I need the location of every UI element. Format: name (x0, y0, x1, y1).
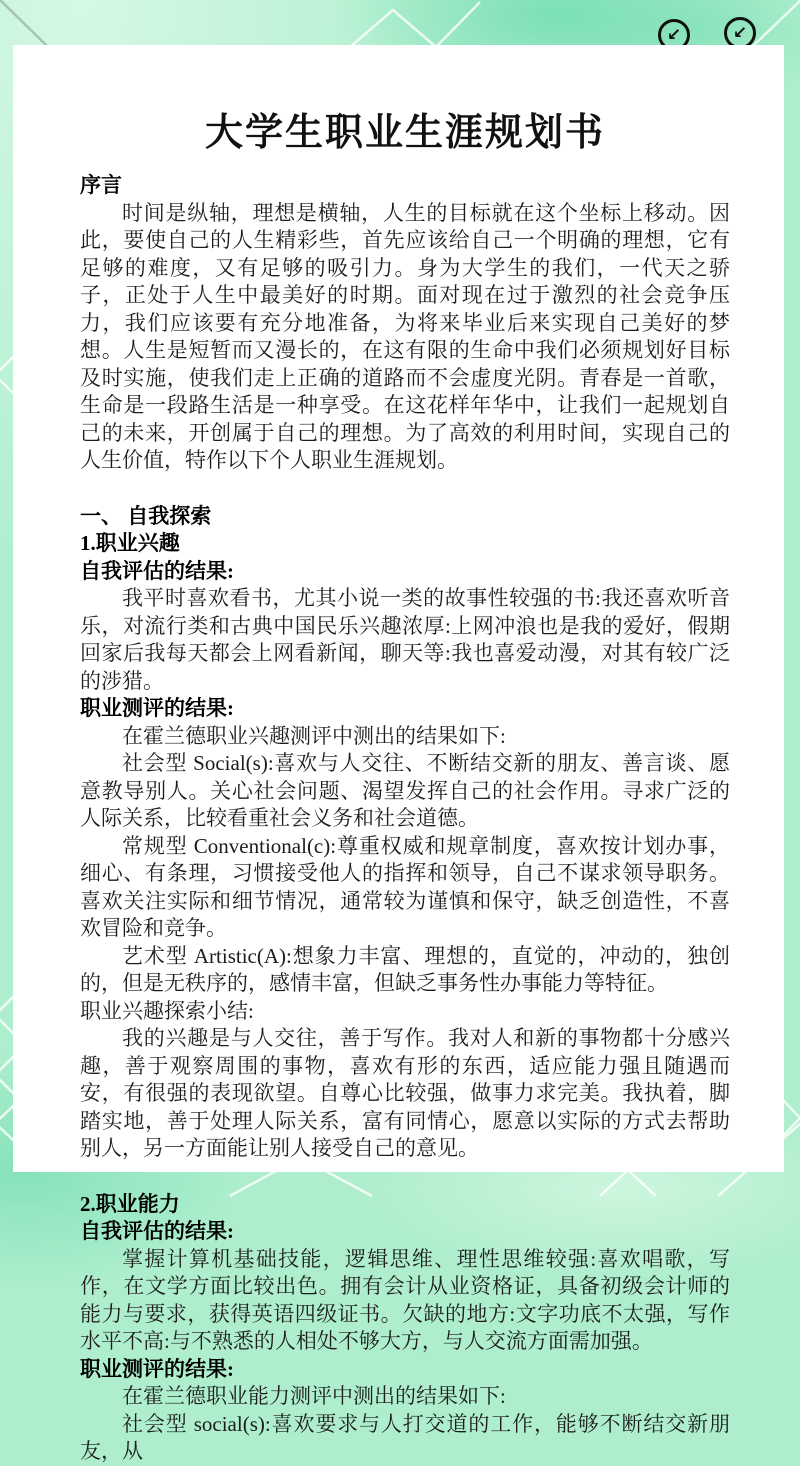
label-test-result: 职业测评的结果: (80, 696, 234, 720)
arrow-glyph: ↙ (732, 23, 748, 43)
document-title: 大学生职业生涯规划书 (204, 112, 605, 154)
paragraph-social-type-ability: 社会型 social(s):喜欢要求与人打交道的工作，能够不断结交新朋友，从 (80, 1411, 730, 1463)
label-test-result-2: 职业测评的结果: (80, 1356, 234, 1381)
paragraph-interest-summary: 我的兴趣是与人交往，善于写作。我对人和新的事物都十分感兴趣，善于观察周围的事物，喜欢有形的东西，适应能力强且随遇而安，有很强的表现欲望。自尊心比较强，做事力求完美。我执着，脚踏实地，善于处理人际关系，富有同情心，愿意以实际的方式去帮助别人，另一方面能让别人接受自己的意见。 (80, 1026, 730, 1160)
section-heading-self-exploration: 一、 自我探索 (80, 503, 212, 528)
document-page (13, 45, 784, 1463)
label-interest-summary: 职业兴趣探索小结: (80, 998, 254, 1023)
paragraph-preface: 时间是纵轴，理想是横轴，人生的目标就在这个坐标上移动。因此，要使自己的人生精彩些，首先应该给自己一个明确的理想，它有足够的难度，又有足够的吸引力。身为大学生的我们，一代天之骄子，正处于人生中最美好的时期。面对现在过于激烈的社会竞争压力，我们应该要有充分地准备，为将来毕业后来实现自己美好的梦想。人生是短暂而又漫长的，在这有限的生命中我们必须规划好目标及时实施，使我们走上正确的道路而不会虚度光阴。青春是一首歌，生命是一段路生活是一种享受。在这花样年华中，让我们一起规划自己的未来，开创属于自己的理想。为了高效的利用时间，实现自己的人生价值，特作以下个人职业生涯规划。 (80, 200, 730, 472)
paragraph-holland-ability-intro: 在霍兰德职业能力测评中测出的结果如下: (122, 1384, 506, 1408)
paragraph-interest-self-assessment: 我平时喜欢看书，尤其小说一类的故事性较强的书:我还喜欢听音乐，对流行类和古典中国民乐兴趣浓厚:上网冲浪也是我的爱好，假期回家后我每天都会上网看新闻，聊天等:我也喜爱动漫，对其有较广泛的涉猎。 (80, 586, 730, 693)
arrow-glyph: ↙ (666, 25, 682, 45)
label-self-assessment-result-2: 自我评估的结果: (80, 1219, 234, 1243)
paragraph-conventional-type: 常规型 Conventional(c):尊重权威和规章制度，喜欢按计划办事，细心、有条理，习惯接受他人的指挥和领导，自己不谋求领导职务。喜欢关注实际和细节情况，通常较为谨慎和保守，缺乏创造性，不喜欢冒险和竞争。 (80, 833, 730, 940)
section-heading-preface: 序言 (80, 173, 122, 197)
paragraph-ability-self-assessment: 掌握计算机基础技能，逻辑思维、理性思维较强:喜欢唱歌，写作，在文学方面比较出色。拥有会计从业资格证，具备初级会计师的能力与要求，获得英语四级证书。欠缺的地方:文字功底不太强，写作水平不高:与不熟悉的人相处不够大方，与人交流方面需加强。 (80, 1246, 730, 1353)
paragraph-holland-interest-intro: 在霍兰德职业兴趣测评中测出的结果如下: (122, 723, 506, 748)
subsection-heading-career-ability: 2.职业能力 (80, 1191, 180, 1216)
paragraph-social-type: 社会型 Social(s):喜欢与人交往、不断结交新的朋友、善言谈、愿意教导别人。关心社会问题、渴望发挥自己的社会作用。寻求广泛的人际关系，比较看重社会义务和社会道德。 (80, 751, 730, 830)
paragraph-artistic-type: 艺术型 Artistic(A):想象力丰富、理想的，直觉的，冲动的，独创的，但是无秩序的，感情丰富，但缺乏事务性办事能力等特征。 (80, 943, 730, 995)
label-self-assessment-result: 自我评估的结果: (80, 558, 234, 583)
subsection-heading-career-interest: 1.职业兴趣 (80, 531, 180, 555)
